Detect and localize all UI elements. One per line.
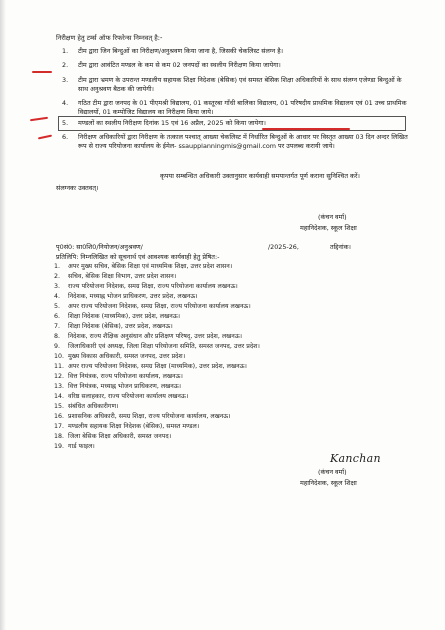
recipient-row [54,323,173,331]
red-pen-mark-1 [32,71,52,73]
recipient-number: 10. [54,353,65,360]
recipient-row [54,313,180,321]
recipient-number: 12. [54,373,65,380]
recipient-row [54,343,260,351]
terms-header: निरीक्षण हेतु टर्म्स ऑफ रिफरेन्स निम्नवत् है:- [56,34,163,42]
recipient-row [54,423,199,431]
recipient-text: शिक्षा निदेशक (बेसिक), उत्तर प्रदेश, लखनऊ। [68,323,173,330]
recipient-text: प्रशासनिक अधिकारी, समग्र शिक्षा, राज्य परियोजना कार्यालय, लखनऊ। [68,413,231,420]
recipient-text: मुख्य विकास अधिकारी, समस्त जनपद, उत्तर प्रदेश। [68,353,186,360]
recipient-number: 1. [54,263,61,270]
item-2-number: 2. [62,61,69,69]
recipient-text: अपर राज्य परियोजना निदेशक, समग्र शिक्षा (माध्यमिक), उत्तर प्रदेश, लखनऊ। [68,363,247,370]
recipient-row [54,273,176,281]
item-6-number: 6. [62,133,69,141]
recipient-text: निदेशक, राज्य शैक्षिक अनुसंधान और प्रशिक्षण परिषद्, उत्तर प्रदेश, लखनऊ। [68,333,243,340]
recipient-row [54,303,251,311]
recipient-number: 15. [54,403,65,410]
handwritten-signature: Kanchan [330,452,381,465]
recipient-row [54,263,232,271]
recipient-text: अपर मुख्य सचिव, बेसिक शिक्षा एवं माध्यमिक शिक्षा, उत्तर प्रदेश शासन। [68,263,233,270]
item-3-text: टीम द्वारा भ्रमण के उपरान्त मण्डलीय सहायक शिक्षा निदेशक (बेसिक) एवं समस्त बेसिक शिक्षा अधिकारियों के साथ संलग्न एजेण्डा बिन्दुओं के साथ अनुश्रवण बैठक की जायेगी। [78,76,402,93]
recipient-row [54,383,181,391]
item-5-text: मण्डलों का स्थलीय निरीक्षण दिनांक 15 एवं 16 अप्रैल, 2025 को किया जायेगा। [78,119,266,127]
recipient-number: 6. [54,313,61,320]
recipient-number: 9. [54,343,61,350]
recipient-number: 3. [54,283,61,290]
recipient-number: 16. [54,413,65,420]
recipient-number: 8. [54,333,61,340]
item-3-number: 3. [62,76,69,84]
item-2-text: टीम द्वारा आवंटित मण्डल के कम से कम 02 जनपदों का स्थलीय निरीक्षण किया जायेगा। [78,61,281,69]
recipient-row [54,283,238,291]
recipient-number: 13. [54,383,65,390]
recipient-number: 2. [54,273,61,280]
item-4-text: गठित टीम द्वारा जनपद के 01 पीएमश्री विद्यालय, 01 कस्तूरबा गाँधी बालिका विद्यालय, 01 परिषदीय प्राथमिक विद्यालय एवं 01 उच्च प्राथमिक विद्यालयों, 01 कम्पोजिट विद्यालय का निरीक्षण किया जाये। [78,99,407,116]
recipient-number: 11. [54,363,65,370]
recipient-text: निदेशक, मध्याह्न भोजन प्राधिकरण, उत्तर प्रदेश, लखनऊ। [68,293,198,300]
reference-date: तद्दिनांक। [330,243,351,251]
signatory-designation-1: महानिदेशक, स्कूल शिक्षा [300,224,357,232]
item-6-text: निरीक्षण अधिकारियों द्वारा निरीक्षण के तत्काल पश्चात् आख्या चेकलिस्ट में निर्धारित बिन्दुओं के आधार पर विस्तृत आख्या 03 दिन अन्दर लिखित रूप से राज्य परियोजना कार्यालय के ईमेल- ssaupplanningmis@gmail.com पर उपलब्ध करायी जाये। [78,133,408,150]
red-pen-mark-3 [38,135,52,140]
recipient-row [54,373,183,381]
item-1-number: 1. [62,47,69,55]
recipient-row [54,443,95,451]
recipient-row [54,293,198,301]
recipient-text: अपर राज्य परियोजना निदेशक, समग्र शिक्षा, राज्य परियोजना कार्यालय लखनऊ। [68,303,251,310]
recipient-text: वरिष्ठ सलाहकार, राज्य परियोजना कार्यालय लखनऊ। [68,393,189,400]
enclosure-line: संलग्नकः उक्तवत्। [56,184,99,192]
page-shadow-edge [0,0,6,630]
recipient-text: वित्त नियंत्रक, राज्य परियोजना कार्यालय, लखनऊ। [68,373,183,380]
recipient-row [54,333,242,341]
recipient-text: वित्त नियंत्रक, मध्याह्न भोजन प्राधिकरण, लखनऊ। [68,383,182,390]
recipient-row [54,353,185,361]
recipient-number: 4. [54,293,61,300]
recipient-text: मण्डलीय सहायक शिक्षा निदेशक (बेसिक), समस्त मण्डल। [68,423,200,430]
recipient-text: शिक्षा निदेशक (माध्यमिक), उत्तर प्रदेश, लखनऊ। [68,313,181,320]
recipient-text: संबंधित अधिकारीगण। [68,403,119,410]
recipient-number: 14. [54,393,65,400]
signatory-name-1: (कंचन वर्मा) [318,213,347,221]
recipient-number: 19. [54,443,65,450]
signatory-name-2: (कंचन वर्मा) [318,468,347,476]
recipient-text: राज्य परियोजना निदेशक, समग्र शिक्षा, राज्य परियोजना कार्यालय लखनऊ। [68,283,238,290]
signatory-designation-2: महानिदेशक, स्कूल शिक्षा [300,479,357,487]
copy-intro: प्रतिलिपि: निम्नलिखित को सूचनार्थ एवं आवश्यक कार्यवाही हेतु प्रेषित:- [56,253,220,261]
recipient-text: जिला बेसिक शिक्षा अधिकारी, समस्त जनपद। [68,433,172,440]
request-line: कृपया सम्बन्धित अधिकारी उक्तानुसार कार्यवाही समयान्तर्गत पूर्ण कराना सुनिश्चित करें। [160,172,360,180]
recipient-text: जिलाधिकारी एवं अध्यक्ष, जिला शिक्षा परियोजना समिति, समस्त जनपद, उत्तर प्रदेश। [68,343,260,350]
recipient-number: 7. [54,323,61,330]
recipient-text: गार्ड फाइल। [68,443,95,450]
reference-prefix: पृ0सं0: सा0शि0/नियोजन/अनुश्रवण/ [56,243,143,251]
red-pen-mark-2 [30,117,48,121]
recipient-row [54,413,231,421]
item-1-text: टीम द्वारा जिन बिन्दुओं का निरीक्षण/अनुश्रवण किया जाना है, जिसकी चेकलिस्ट संलग्न है। [78,47,284,55]
recipient-row [54,403,118,411]
reference-year: /2025-26, [268,243,299,251]
recipient-row [54,433,171,441]
red-underline-date [262,128,350,130]
recipient-number: 17. [54,423,65,430]
recipient-number: 5. [54,303,61,310]
item-4-number: 4. [62,99,69,107]
recipient-row [54,363,247,371]
recipient-number: 18. [54,433,65,440]
recipient-text: सचिव, बेसिक शिक्षा विभाग, उत्तर प्रदेश शासन। [68,273,177,280]
item-5-number: 5. [62,119,69,127]
recipient-row [54,393,188,401]
